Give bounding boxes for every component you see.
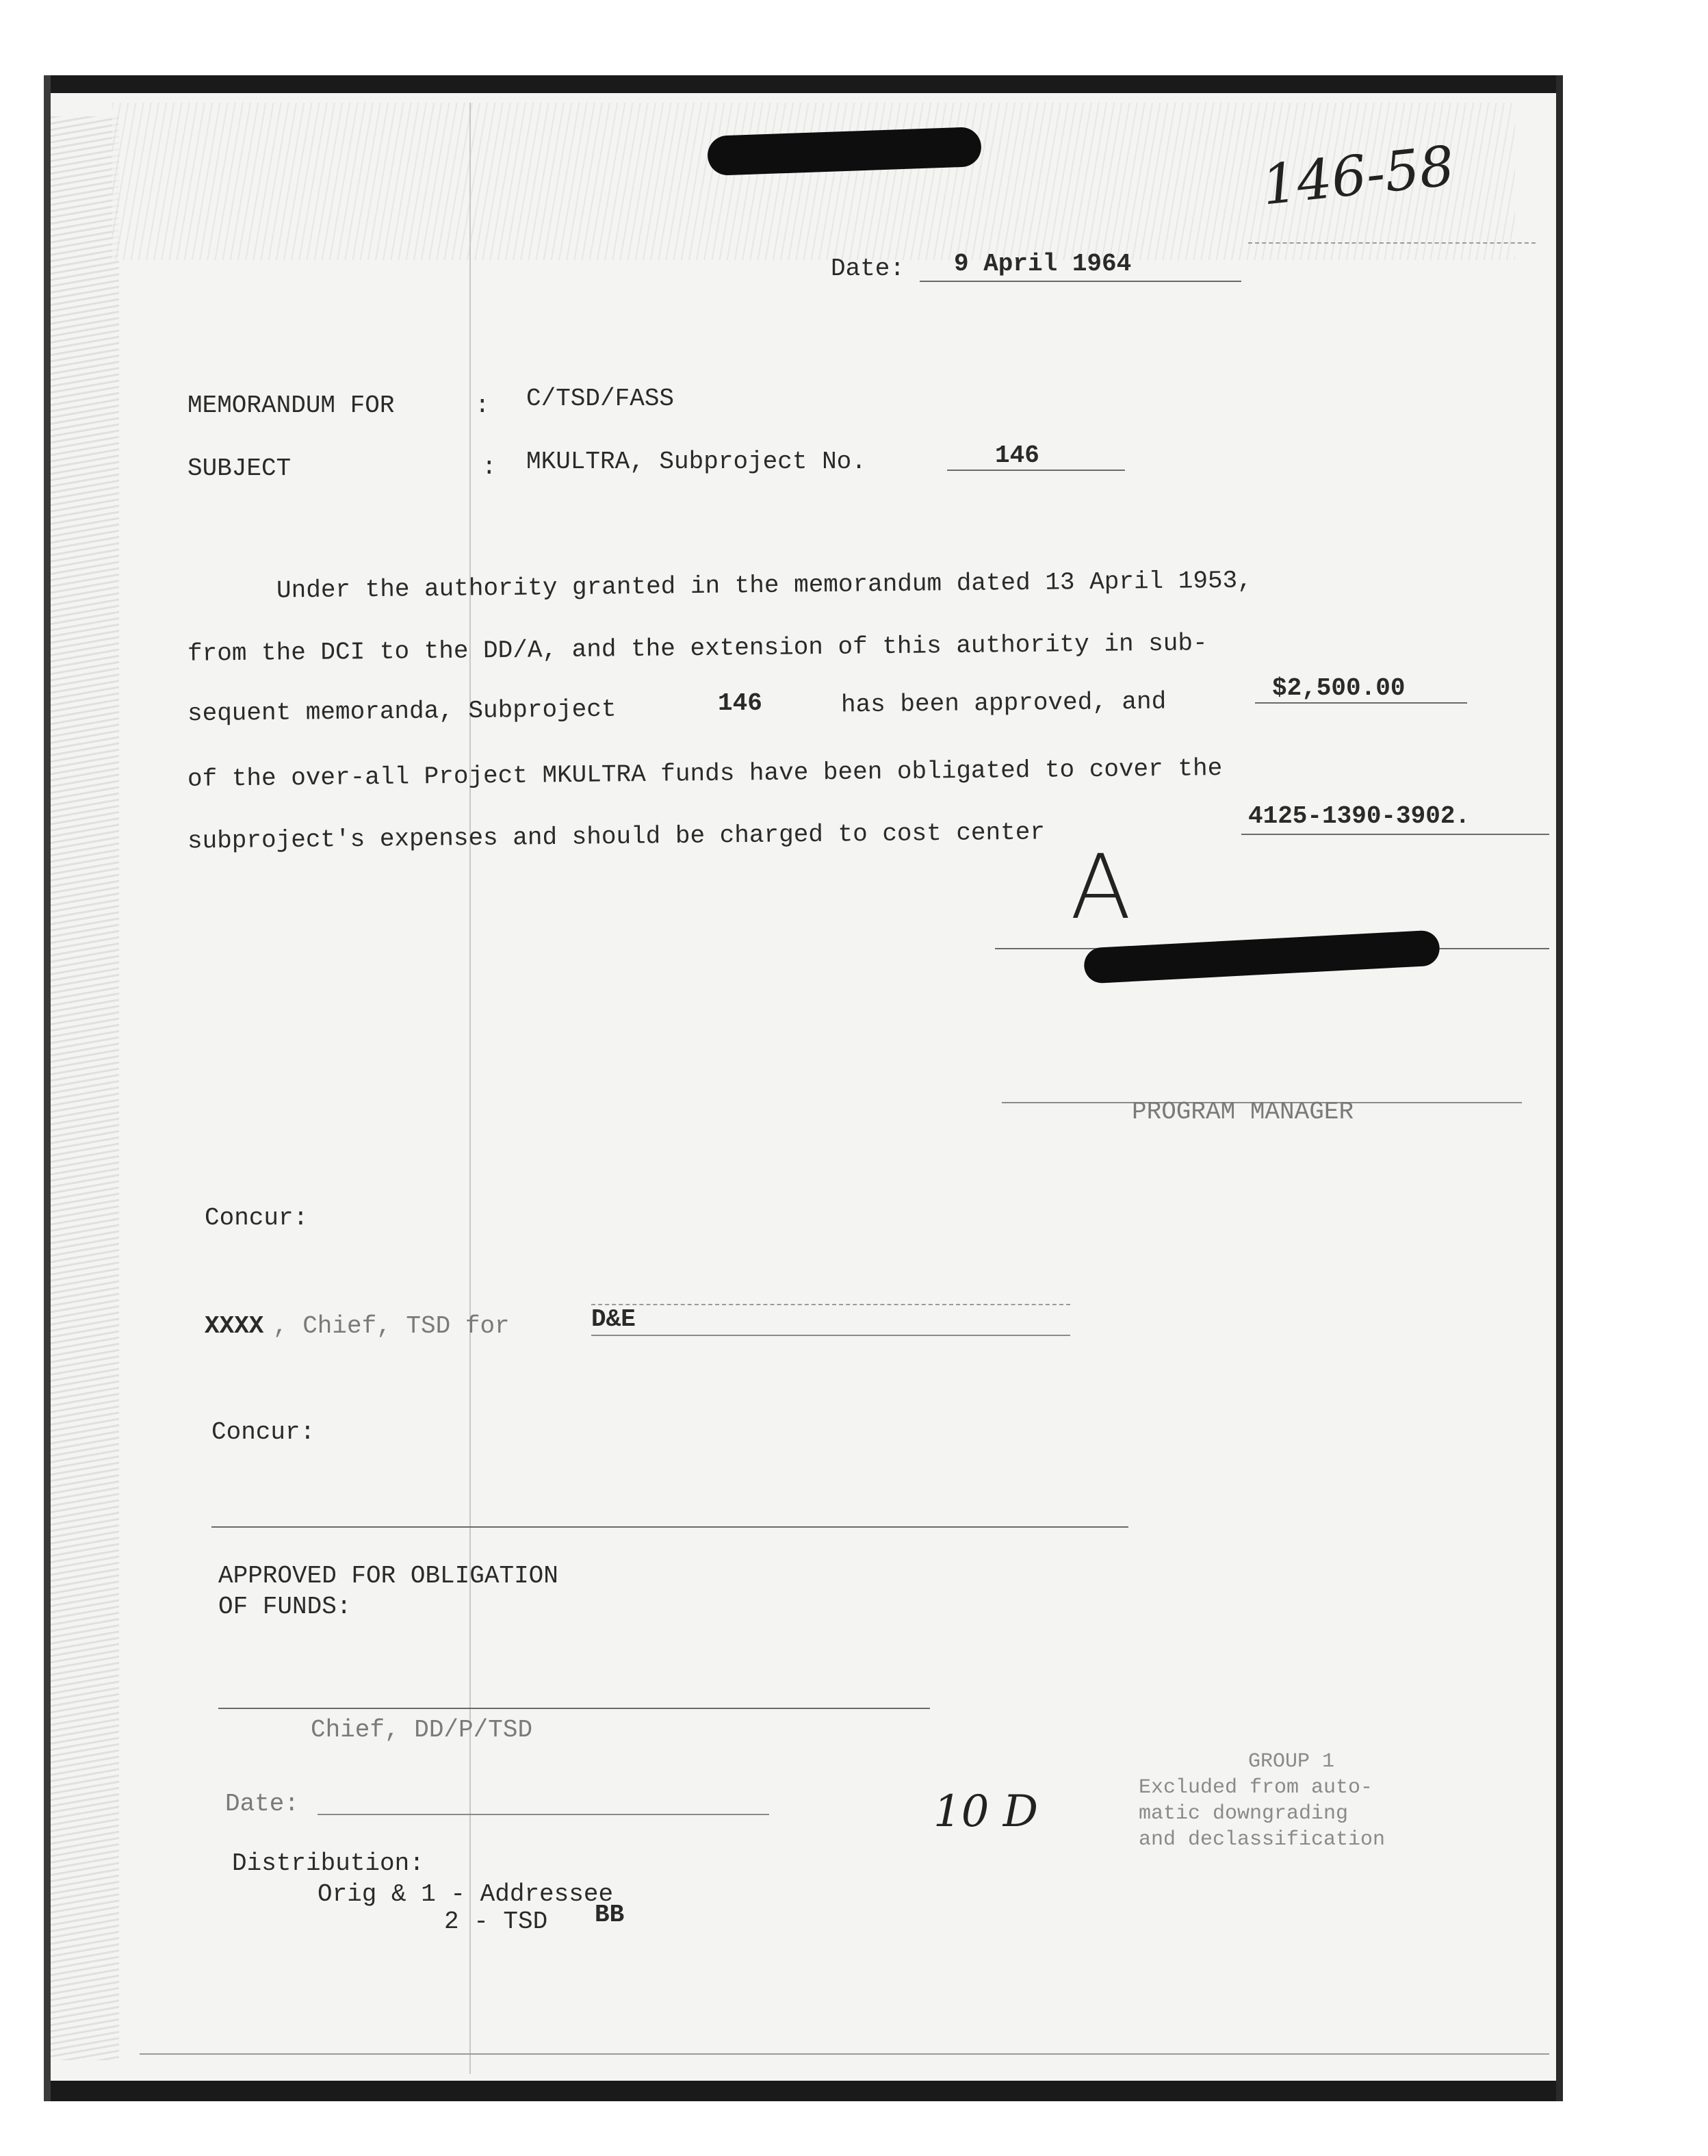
- subject-number-underline: [947, 470, 1125, 471]
- chief-tsd-unit: D&E: [591, 1305, 636, 1333]
- body-line-2: from the DCI to the DD/A, and the extension of this authority in sub-: [187, 629, 1208, 668]
- chief-tsd-xxxx: XXXX: [205, 1312, 264, 1340]
- header-dash-line: [1248, 242, 1536, 244]
- subject-label: SUBJECT: [187, 454, 292, 483]
- body-line-4: of the over-all Project MKULTRA funds have been obligated to cover the: [187, 754, 1223, 793]
- cost-center: 4125-1390-3902.: [1248, 802, 1471, 830]
- subject-colon: :: [482, 453, 497, 481]
- body-line-5: subproject's expenses and should be charged to cost center: [187, 818, 1046, 856]
- obligated-amount: $2,500.00: [1272, 674, 1406, 702]
- chief-dd-label: Chief, DD/P/TSD: [311, 1716, 533, 1744]
- approved-label-2: OF FUNDS:: [218, 1593, 352, 1621]
- distribution-item-1: Orig & 1 - Addressee: [318, 1880, 614, 1908]
- scan-noise-left: [51, 116, 119, 2060]
- concur-label-2: Concur:: [211, 1418, 315, 1446]
- redaction-signature: [1083, 929, 1440, 984]
- handwritten-note-10d: 10 D: [933, 1786, 1039, 1837]
- date-2-line: [318, 1814, 769, 1815]
- memo-for-colon: :: [475, 392, 490, 420]
- distribution-item-2: 2 - TSD: [444, 1908, 548, 1936]
- fold-line: [469, 103, 471, 2074]
- group-stamp-line-4: and declassification: [1139, 1828, 1386, 1851]
- body-line-3a: sequent memoranda, Subproject: [187, 695, 617, 728]
- group-stamp-line-2: Excluded from auto-: [1139, 1776, 1373, 1799]
- subproject-number: 146: [718, 689, 762, 717]
- subject-value: MKULTRA, Subproject No.: [526, 448, 866, 476]
- amount-underline: [1255, 702, 1467, 704]
- scanned-memo: [44, 75, 1563, 2101]
- memo-for-value: C/TSD/FASS: [526, 385, 675, 413]
- body-line-3b: has been approved, and: [840, 687, 1167, 719]
- chief-dd-line: [218, 1708, 930, 1709]
- distribution-item-2-initials: BB: [595, 1901, 625, 1929]
- date-label: Date:: [831, 255, 905, 283]
- scan-border-bottom: [44, 2081, 1563, 2101]
- distribution-label: Distribution:: [232, 1849, 424, 1877]
- chief-tsd-label: , Chief, TSD for: [273, 1312, 510, 1340]
- chief-tsd-dash: [591, 1304, 1070, 1305]
- body-line-1: Under the authority granted in the memorandum dated 13 April 1953,: [276, 566, 1253, 605]
- scan-border-top: [44, 75, 1563, 93]
- scan-border-right: [1556, 75, 1563, 2101]
- chief-tsd-line: [591, 1335, 1070, 1336]
- group-stamp-line-1: GROUP 1: [1248, 1750, 1335, 1773]
- approved-label-1: APPROVED FOR OBLIGATION: [218, 1562, 558, 1590]
- subject-number: 146: [995, 441, 1039, 470]
- group-stamp-line-3: matic downgrading: [1139, 1802, 1349, 1825]
- memo-for-label: MEMORANDUM FOR: [187, 392, 395, 420]
- program-manager-label: PROGRAM MANAGER: [1132, 1098, 1354, 1126]
- concur-2-signature-line: [211, 1526, 1128, 1528]
- file-number-handwritten: 146-58: [1258, 133, 1458, 218]
- date-underline: [920, 281, 1241, 282]
- bottom-rule: [140, 2053, 1549, 2055]
- cost-center-underline: [1241, 834, 1549, 835]
- concur-label-1: Concur:: [205, 1204, 309, 1232]
- scan-border-left: [44, 75, 51, 2101]
- handwritten-mark-a: A: [1070, 835, 1131, 939]
- date-value: 9 April 1964: [954, 250, 1132, 278]
- date-label-2: Date:: [225, 1790, 300, 1818]
